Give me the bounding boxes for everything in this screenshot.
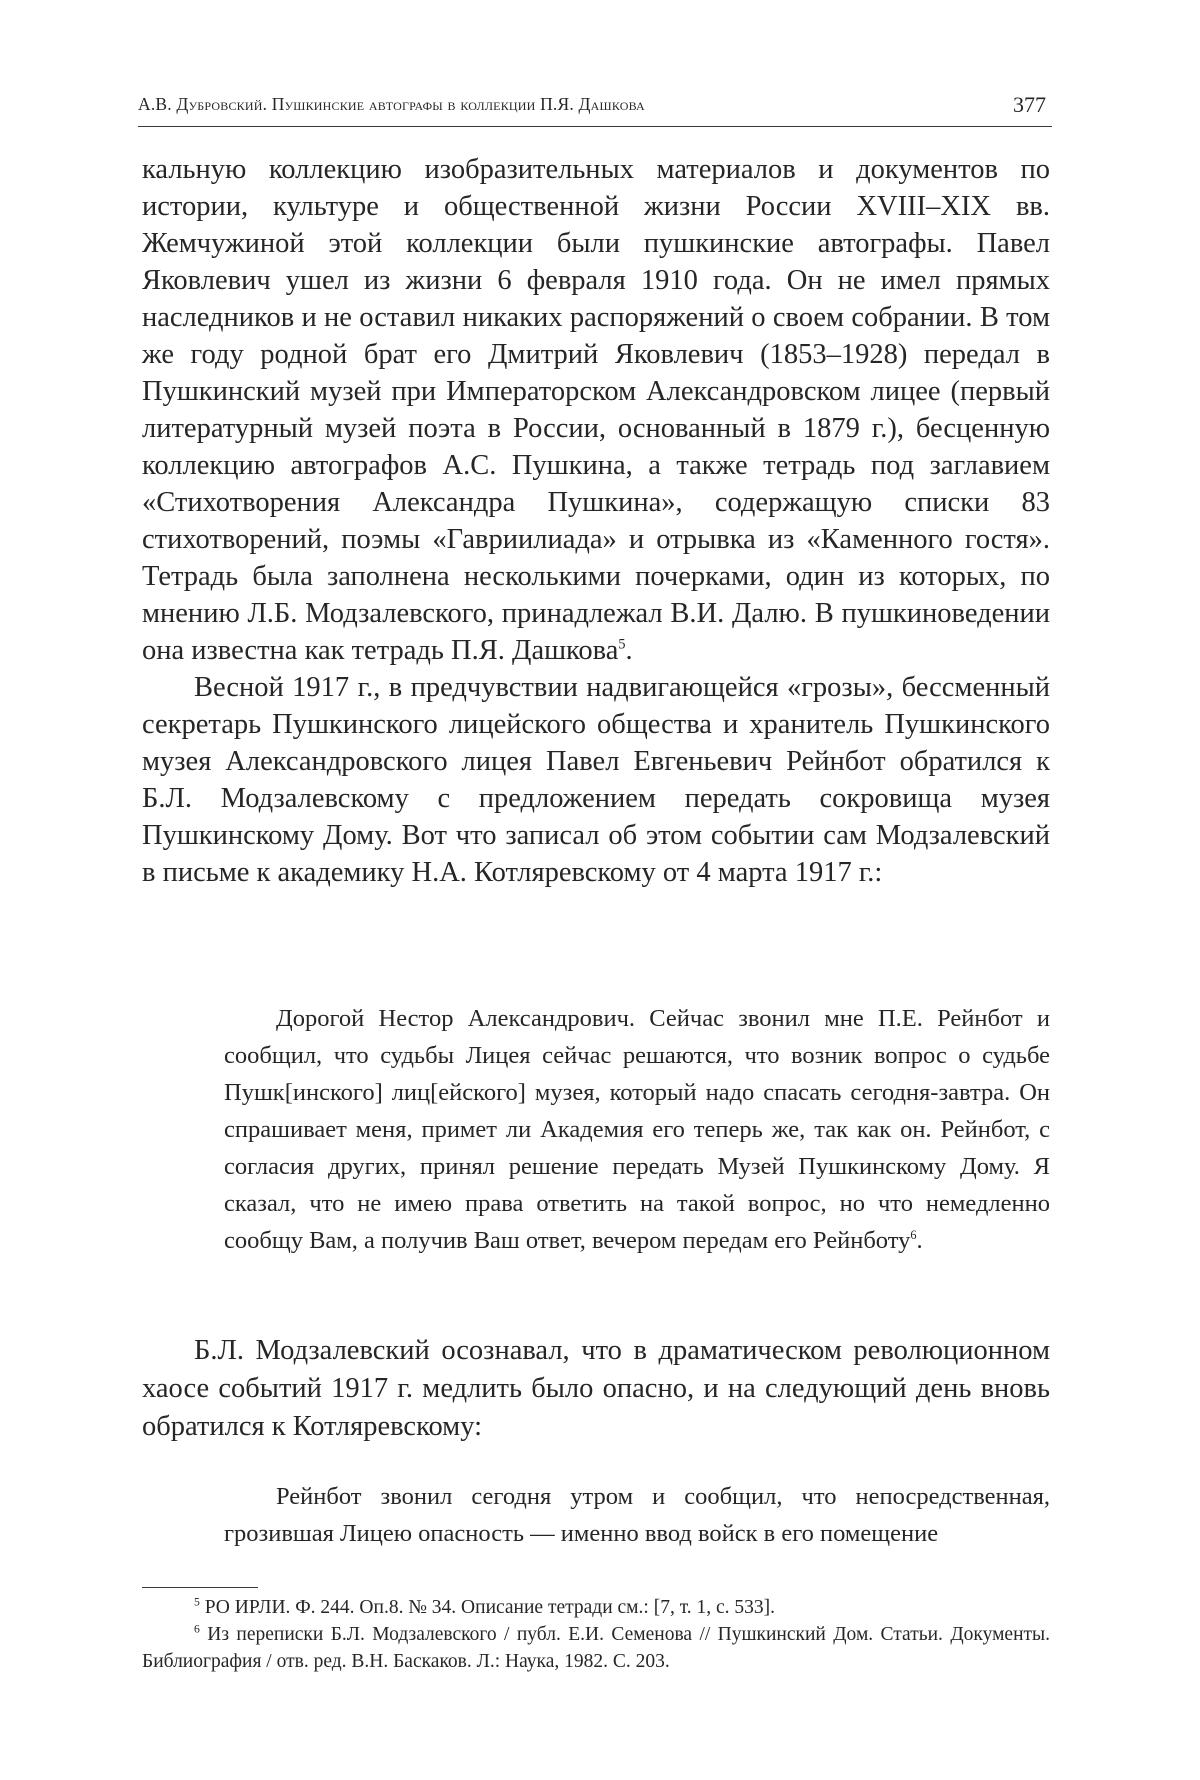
running-header xyxy=(138,86,1052,127)
block-quote-1-text: Дорогой Нестор Александрович. Сейчас звонил мне П.Е. Рейнбот и сообщил, что судьбы Лицея сейчас решаются, что возник вопрос о судьбе Пушк[инского] лиц[ейского] музея, который надо спасать сегодня-завтра. Он спрашивает меня, примет ли Академия его теперь же, так как он. Рейнбот, с согласия других, принял решение передать Музей Пушкинскому Дому. Я сказал, что не имею права ответить на такой вопрос, но что немедленно сообщу Вам, а получив Ваш ответ, вечером передам его Рейнботу xyxy=(224,1005,1050,1254)
paragraph-3: Б.Л. Модзалевский осознавал, что в драматическом революционном хаосе событий 1917 г. медлить было опасно, и на следующий день вновь обратился к Котляревскому: xyxy=(142,1335,1050,1442)
paragraph-1-end: . xyxy=(625,635,633,666)
paragraph-2: Весной 1917 г., в предчувствии надвигающейся «грозы», бессменный секретарь Пушкинского лицейского общества и хранитель Пушкинского музея Александровского лицея Павел Евгеньевич Рейнбот обратился к Б.Л. Модзалевскому с предложением передать сокровища музея Пушкинскому Дому. Вот что записал об этом событии сам Модзалевский в письме к академику Н.А. Котляревскому от 4 марта 1917 г.: xyxy=(142,672,1050,888)
block-quote-2 xyxy=(224,1478,1050,1552)
footnote-6-text: Из переписки Б.Л. Модзалевского / публ. Е.И. Семенова // Пушкинский Дом. Статьи. Документы. Библиография / отв. ред. В.Н. Баскаков. Л.: Наука, 1982. С. 203. xyxy=(142,1624,1050,1672)
running-title: А.В. Дубровский. Пушкинские автографы в коллекции П.Я. Дашкова xyxy=(138,94,645,114)
footnote-6-mark: 6 xyxy=(194,1622,200,1636)
main-text xyxy=(142,151,1050,891)
footnote-5-mark: 5 xyxy=(194,1595,200,1609)
paragraph-3-block xyxy=(142,1332,1050,1446)
block-quote-2-text: Рейнбот звонил сегодня утром и сообщил, что непосредственная, грозившая Лицею опасность — именно ввод войск в его помещение xyxy=(224,1483,1050,1547)
footnote-6 xyxy=(142,1621,1050,1675)
paragraph-1 xyxy=(142,151,1050,669)
block-quote-1 xyxy=(224,1000,1050,1259)
page-number: 377 xyxy=(1013,92,1046,117)
footnote-5 xyxy=(142,1594,1050,1621)
footnote-5-text: РО ИРЛИ. Ф. 244. Оп.8. № 34. Описание тетради см.: [7, т. 1, с. 533]. xyxy=(199,1597,776,1618)
footnote-ref-6: 6 xyxy=(910,1227,917,1242)
block-quote-1-end: . xyxy=(916,1227,923,1254)
paragraph-1-text: кальную коллекцию изобразительных материалов и документов по истории, культуре и общественной жизни России XVIII–XIX вв. Жемчужиной этой коллекции были пушкинские автографы. Павел Яковлевич ушел из жизни 6 февраля 1910 года. Он не имел прямых наследников и не оставил никаких распоряжений о своем собрании. В том же году родной брат его Дмитрий Яковлевич (1853–1928) передал в Пушкинский музей при Императорском Александровском лицее (первый литературный музей поэта в России, основанный в 1879 г.), бесценную коллекцию автографов А.С. Пушкина, а также тетрадь под заглавием «Стихотворения Александра Пушкина», содержащую списки 83 стихотворений, поэмы «Гавриилиада» и отрывка из «Каменного гостя». Тетрадь была заполнена несколькими почерками, один из которых, по мнению Л.Б. Модзалевского, принадлежал В.И. Далю. В пушкиноведении она известна как тетрадь П.Я. Дашкова xyxy=(142,154,1050,666)
footnote-divider xyxy=(142,1587,258,1588)
footnotes xyxy=(142,1594,1050,1675)
footnote-ref-5: 5 xyxy=(618,636,626,653)
